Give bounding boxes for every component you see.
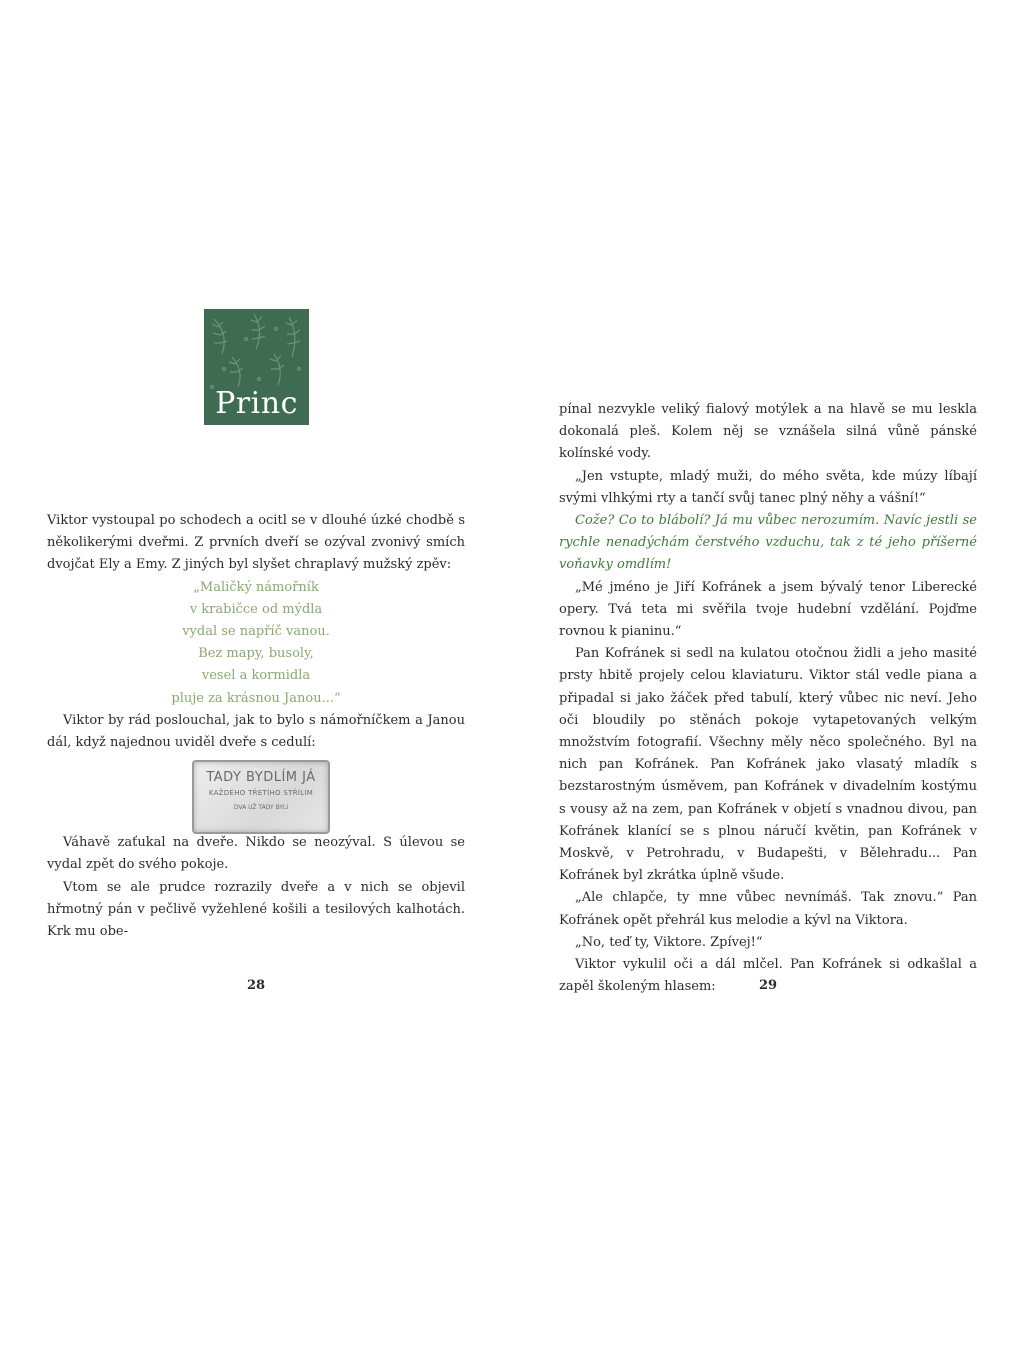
lyric-line: vydal se napříč vanou. xyxy=(182,624,330,640)
sign-line: DVA UŽ TADY BYLI xyxy=(233,804,289,812)
right-page xyxy=(512,0,1024,1365)
right-text-column xyxy=(559,399,977,998)
paragraph: Pan Kofránek si sedl na kulatou otočnou židli a jeho masité prsty hbitě projely celou klaviaturu. Viktor stál vedle piana a připadal si jako žáček před tabulí, který vůbec nic neví. Jeho oči bloudily po stěnách pokoje vytapetovaných velkým množstvím fotografií. Všechny měly něco společného. Byl na nich pan Kofránek. Pan Kofránek jako vlasatý mladík s bezstarostným úsměvem, pan Kofránek v divadelním kostýmu s vousy až na zem, pan Kofránek v objetí s vnadnou divou, pan Kofránek klanící se s plnou náručí květin, pan Kofránek v Moskvě, v Petrohradu, v Budapešti, v Bělehradu... Pan Kofránek byl zkrátka úplně všude. xyxy=(559,646,977,884)
lyric-line: Bez mapy, busoly, xyxy=(198,646,314,662)
lyric-line: vesel a kormidla xyxy=(201,668,311,684)
song-lyrics xyxy=(47,577,465,710)
paragraph: Viktor by rád poslouchal, jak to bylo s námořníčkem a Janou dál, když najednou uviděl dveře s cedulí: xyxy=(47,712,465,751)
paragraph: Váhavě zaťukal na dveře. Nikdo se neozýval. S úlevou se vydal zpět do svého pokoje. xyxy=(47,835,465,873)
paragraph: Vtom se ale prudce rozrazily dveře a v nich se objevil hřmotný pán v pečlivě vyžehlené košili a tesilových kalhotách. Krk mu obe- xyxy=(47,879,465,940)
paragraph: „Jen vstupte, mladý muži, do mého světa, kde múzy líbají svými vlhkými rty a tančí svůj tanec plný něhy a vášní!“ xyxy=(559,468,977,506)
page-number: 28 xyxy=(246,978,266,993)
chapter-title: Princ xyxy=(215,386,298,421)
paragraph: „Ale chlapče, ty mne vůbec nevnímáš. Tak znovu.“ Pan Kofránek opět přehrál kus melodie a kývl na Viktora. xyxy=(559,890,977,928)
paragraph: pínal nezvykle veliký fialový motýlek a na hlavě se mu leskla dokonalá pleš. Kolem něj se vznášela silná vůně pánské kolínské vody. xyxy=(559,402,977,462)
door-sign-illustration xyxy=(47,754,465,832)
paragraph: „No, teď ty, Viktore. Zpívej!“ xyxy=(575,934,763,950)
paragraph: Viktor vykulil oči a dál mlčel. Pan Kofránek si odkašlal a zapěl školeným hlasem: xyxy=(559,957,977,995)
door-sign xyxy=(192,760,330,834)
lyric-line: v krabičce od mýdla xyxy=(189,601,323,617)
lyric-line: „Maličký námořník xyxy=(193,579,319,595)
inner-thought-paragraph: Cože? Co to blábolí? Já mu vůbec nerozumím. Navíc jestli se rychle nenadýchám čerstvého vzduchu, tak z té jeho příšerné voňavky omdlím! xyxy=(559,513,977,573)
sign-line: KAŽDÉHO TŘETÍHO STŘÍLÍM xyxy=(208,789,314,798)
paragraph: „Mé jméno je Jiří Kofránek a jsem bývalý tenor Liberecké opery. Tvá teta mi svěřila tvoje hudební vzdělání. Pojďme rovnou k pianinu.“ xyxy=(559,579,977,640)
chapter-header-box xyxy=(204,309,309,425)
left-text-column xyxy=(47,510,465,943)
sign-line: TADY BYDLÍM JÁ xyxy=(206,770,316,786)
page-number: 29 xyxy=(758,978,778,993)
lyric-line: pluje za krásnou Janou...“ xyxy=(171,690,341,706)
paragraph: Viktor vystoupal po schodech a ocitl se v dlouhé úzké chodbě s několikerými dveřmi. Z prvních dveří se ozýval zvonivý smích dvojčat Ely a Emy. Z jiných byl slyšet chraplavý mužský zpěv: xyxy=(47,513,465,573)
